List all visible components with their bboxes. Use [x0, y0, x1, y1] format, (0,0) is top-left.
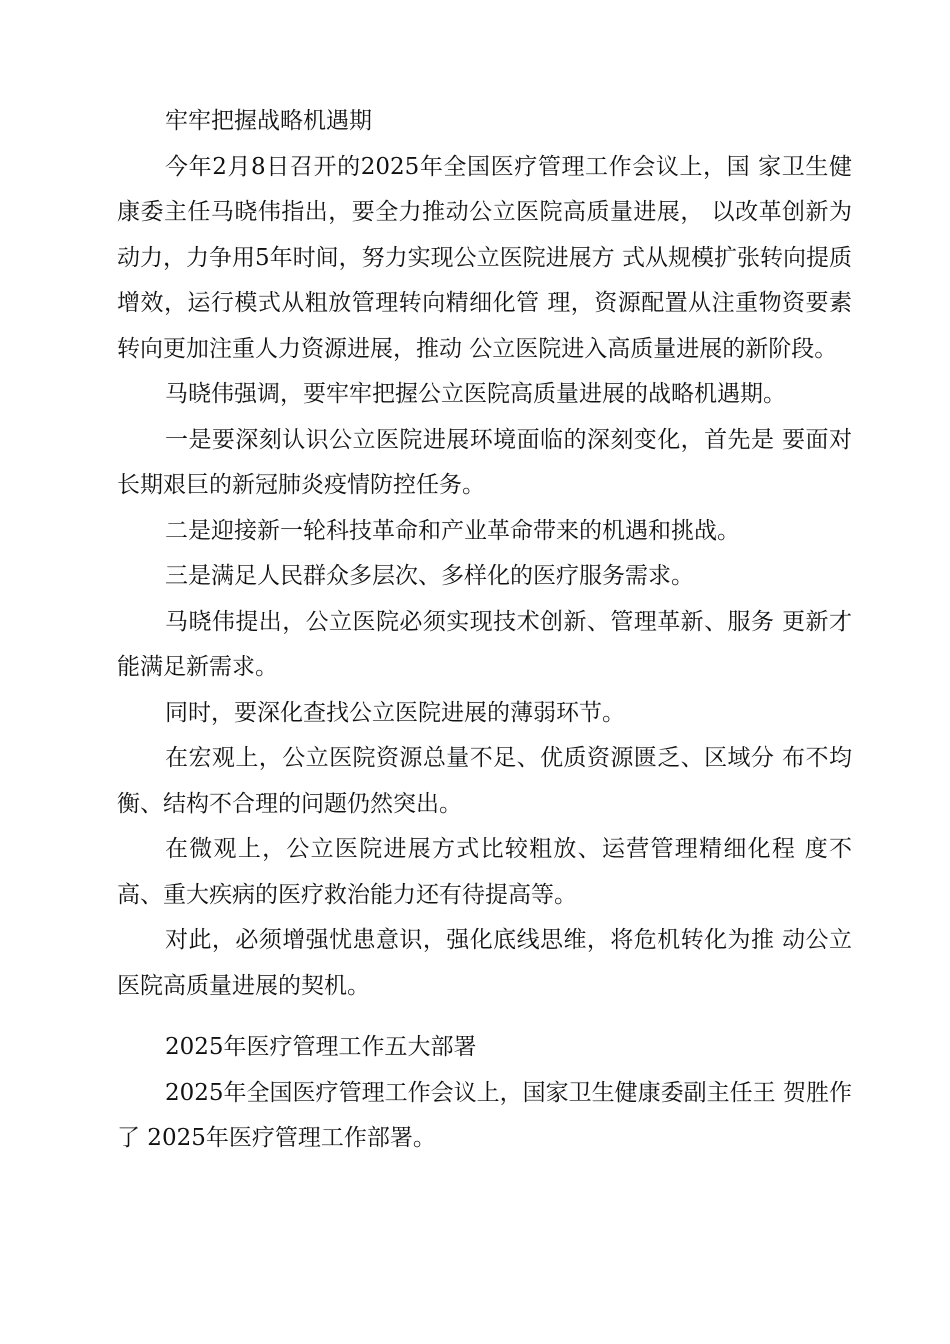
paragraph: 二是迎接新一轮科技革命和产业革命带来的机遇和挑战。	[165, 517, 740, 544]
paragraph: 今年2月8日召开的2025年全国医疗管理工作会议上，国 家卫生健康委主任马晓伟指出，要全力推动公立医院高质量进展， 以改革创新为动力，力争用5年时间，努力实现公立医院进展方 式从规模扩张转向提质增效，运行模式从粗放管理转向精细化管 理，资源配置从注重物资要素转向更加注重人力资源进展，推动 公立医院进入高质量进展的新阶段。	[117, 153, 852, 362]
paragraph: 对此，必须增强忧患意识，强化底线思维，将危机转化为推 动公立医院高质量进展的契机。	[117, 927, 852, 999]
paragraph: 马晓伟强调，要牢牢把握公立医院高质量进展的战略机遇期。	[165, 381, 786, 407]
section-heading-strategic-opportunity: 牢牢把握战略机遇期	[165, 108, 372, 134]
paragraph: 一是要深刻认识公立医院进展环境面临的深刻变化，首先是 要面对长期艰巨的新冠肺炎疫情防控任务。	[117, 426, 852, 498]
document-body	[117, 99, 852, 1162]
paragraph: 三是满足人民群众多层次、多样化的医疗服务需求。	[165, 563, 694, 589]
section-spacer	[117, 1009, 852, 1025]
paragraph: 马晓伟提出，公立医院必须实现技术创新、管理革新、服务 更新才能满足新需求。	[117, 608, 852, 680]
paragraph: 在微观上，公立医院进展方式比较粗放、运营管理精细化程 度不高、重大疾病的医疗救治能力还有待提高等。	[117, 836, 852, 908]
section-heading-five-deployments: 2025年医疗管理工作五大部署	[165, 1034, 477, 1060]
paragraph: 2025年全国医疗管理工作会议上，国家卫生健康委副主任王 贺胜作了 2025年医疗管理工作部署。	[117, 1079, 852, 1151]
paragraph: 同时，要深化查找公立医院进展的薄弱环节。	[165, 699, 625, 726]
paragraph: 在宏观上，公立医院资源总量不足、优质资源匮乏、区域分 布不均衡、结构不合理的问题仍然突出。	[117, 745, 852, 817]
